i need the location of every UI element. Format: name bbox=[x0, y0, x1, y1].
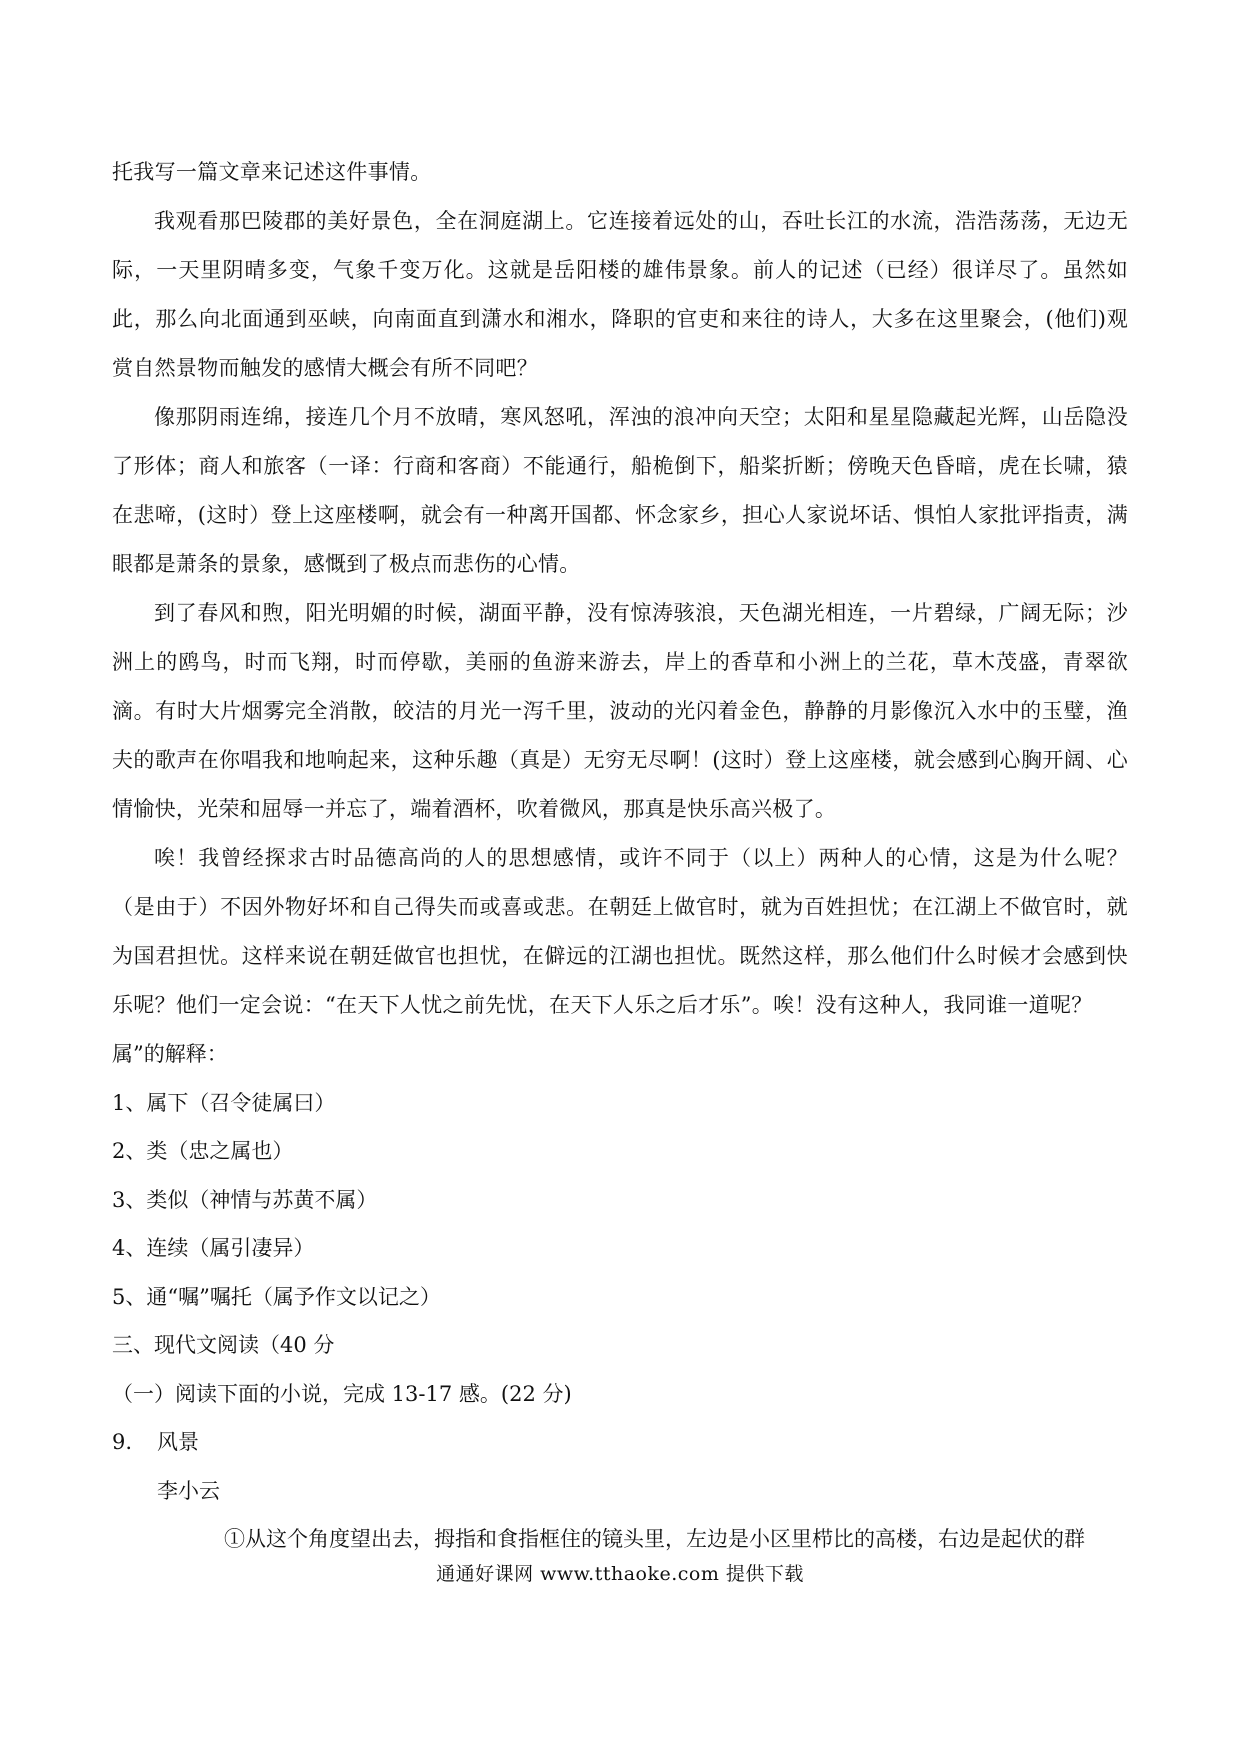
shu-explanation-heading: 属”的解释： bbox=[112, 1042, 228, 1066]
story-title: 风景 bbox=[157, 1430, 199, 1454]
paragraph-continuation: 托我写一篇文章来记述这件事情。 bbox=[112, 160, 432, 184]
paragraph-ancient-sages: 唉！我曾经探求古时品德高尚的人的思想感情，或许不同于（以上）两种人的心情，这是为什么呢？（是由于）不因外物好坏和自己得失而或喜或悲。在朝廷上做官时，就为百姓担忧；在江湖上不做官时，就为国君担忧。这样来说在朝廷做官也担忧，在僻远的江湖也担忧。既然这样，那么他们什么时候才会感到快乐呢？他们一定会说：“在天下人忧之前先忧，在天下人乐之后才乐”。唉！没有这种人，我同谁一道呢？ bbox=[112, 846, 1128, 1017]
story-first-line: ①从这个角度望出去，拇指和食指框住的镜头里，左边是小区里栉比的高楼，右边是起伏的群 bbox=[224, 1527, 1085, 1551]
paragraph-view-scenery: 我观看那巴陵郡的美好景色，全在洞庭湖上。它连接着远处的山，吞吐长江的水流，浩浩荡荡，无边无际，一天里阴晴多变，气象千变万化。这就是岳阳楼的雄伟景象。前人的记述（已经）很详尽了。虽然如此，那么向北面通到巫峡，向南面直到潇水和湘水，降职的官吏和来往的诗人，大多在这里聚会，(他们)观赏自然景物而触发的感情大概会有所不同吧？ bbox=[112, 209, 1128, 380]
paragraph-rainy-days: 像那阴雨连绵，接连几个月不放晴，寒风怒吼，浑浊的浪冲向天空；太阳和星星隐藏起光辉，山岳隐没了形体；商人和旅客（一译：行商和客商）不能通行，船桅倒下，船桨折断；傍晚天色昏暗，虎在长啸，猿在悲啼，(这时）登上这座楼啊，就会有一种离开国都、怀念家乡，担心人家说坏话、惧怕人家批评指责，满眼都是萧条的景象，感慨到了极点而悲伤的心情。 bbox=[112, 405, 1128, 576]
shu-item-1: 1、属下（召令徒属曰） bbox=[112, 1090, 336, 1115]
question-number: 9. bbox=[112, 1430, 133, 1454]
part-one-instructions: （一）阅读下面的小说，完成 13-17 感。(22 分) bbox=[112, 1381, 572, 1406]
paragraph-spring-days: 到了春风和煦，阳光明媚的时候，湖面平静，没有惊涛骇浪，天色湖光相连，一片碧绿，广阔无际；沙洲上的鸥鸟，时而飞翔，时而停歇，美丽的鱼游来游去，岸上的香草和小洲上的兰花，草木茂盛，青翠欲滴。有时大片烟雾完全消散，皎洁的月光一泻千里，波动的光闪着金色，静静的月影像沉入水中的玉璧，渔夫的歌声在你唱我和地响起来，这种乐趣（真是）无穷无尽啊！(这时）登上这座楼，就会感到心胸开阔、心情愉快，光荣和屈辱一并忘了，端着酒杯，吹着微风，那真是快乐高兴极了。 bbox=[112, 601, 1128, 821]
shu-item-5: 5、通“嘱”嘱托（属予作文以记之） bbox=[112, 1284, 441, 1309]
story-author: 李小云 bbox=[157, 1478, 220, 1503]
shu-item-4: 4、连续（属引凄异） bbox=[112, 1236, 315, 1260]
shu-item-2: 2、类（忠之属也） bbox=[112, 1139, 294, 1163]
main-content bbox=[112, 148, 1128, 1564]
section-three-heading: 三、现代文阅读（40 分 bbox=[112, 1333, 335, 1357]
shu-item-3: 3、类似（神情与苏黄不属） bbox=[112, 1187, 378, 1212]
page-footer: 通通好课网 www.tthaoke.com 提供下载 bbox=[436, 1563, 804, 1585]
question-9 bbox=[112, 1418, 1128, 1467]
